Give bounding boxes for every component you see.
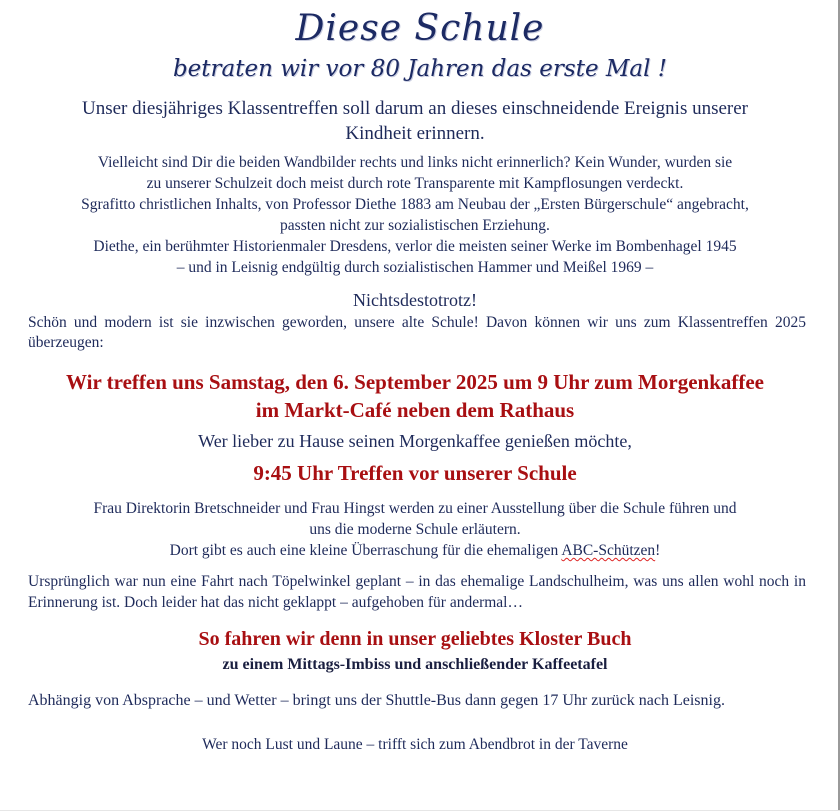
history-paragraph xyxy=(20,152,810,278)
tour-line: uns die moderne Schule erläutern. xyxy=(309,521,521,538)
tour-line xyxy=(20,540,810,561)
alternative-line: Wer lieber zu Hause seinen Morgenkaffee genießen möchte, xyxy=(198,431,632,451)
heading-subtitle: betraten wir vor 80 Jahren das erste Mal ! xyxy=(172,56,668,82)
tour-paragraph xyxy=(20,498,810,561)
kloster-buch-announcement: So fahren wir denn in unser geliebtes Kloster Buch xyxy=(198,628,632,650)
tour-text: Dort gibt es auch eine kleine Überraschung für die ehemaligen xyxy=(169,542,562,559)
history-line: Sgrafitto christlichen Inhalts, von Professor Diethe 1883 am Neubau der „Ersten Bürgerschule“ angebracht, xyxy=(81,196,749,213)
meeting-announcement xyxy=(20,368,810,424)
history-line: zu unserer Schulzeit doch meist durch rote Transparente mit Kampflosungen verdeckt. xyxy=(146,175,684,192)
intro-line: Kindheit erinnern. xyxy=(345,123,485,144)
evening-line: Wer noch Lust und Laune – trifft sich zum Abendbrot in der Taverne xyxy=(202,736,628,753)
tour-text-end: ! xyxy=(655,542,661,559)
tour-line: Frau Direktorin Bretschneider und Frau Hingst werden zu einer Ausstellung über die Schule führen und xyxy=(93,500,737,517)
original-plan-paragraph: Ursprünglich war nun eine Fahrt nach Töpelwinkel geplant – in das ehemalige Landschulheim, was uns allen wohl noch in Erinnerung ist. Doch leider hat das nicht geklappt – aufgehoben für andermal… xyxy=(28,573,806,611)
nichtsdestotrotz-line: Nichtsdestotrotz! xyxy=(353,290,477,310)
lunch-line: zu einem Mittags-Imbiss und anschließender Kaffeetafel xyxy=(222,656,608,673)
modern-school-paragraph: Schön und modern ist sie inzwischen geworden, unsere alte Schule! Davon können wir uns zum Klassentreffen 2025 überzeugen: xyxy=(28,314,806,351)
school-meeting-time: 9:45 Uhr Treffen vor unserer Schule xyxy=(253,461,577,485)
history-line: passten nicht zur sozialistischen Erziehung. xyxy=(280,217,550,234)
abc-schuetzen-word: ABC-Schützen xyxy=(561,542,656,559)
meeting-line: Wir treffen uns Samstag, den 6. September 2025 um 9 Uhr zum Morgenkaffee xyxy=(65,370,764,394)
history-line: – und in Leisnig endgültig durch sozialistischen Hammer und Meißel 1969 – xyxy=(176,259,654,276)
meeting-line: im Markt-Café neben dem Rathaus xyxy=(255,398,575,422)
intro-line: Unser diesjähriges Klassentreffen soll darum an dieses einschneidende Ereignis unserer xyxy=(81,98,749,119)
intro-paragraph xyxy=(20,96,810,146)
return-paragraph: Abhängig von Absprache – und Wetter – bringt uns der Shuttle-Bus dann gegen 17 Uhr zurück nach Leisnig. xyxy=(28,692,725,709)
history-line: Vielleicht sind Dir die beiden Wandbilder rechts und links nicht erinnerlich? Kein Wunder, wurden sie xyxy=(97,154,733,171)
heading-title: Diese Schule xyxy=(295,8,545,49)
history-line: Diethe, ein berühmter Historienmaler Dresdens, verlor die meisten seiner Werke im Bombenhagel 1945 xyxy=(93,238,737,255)
